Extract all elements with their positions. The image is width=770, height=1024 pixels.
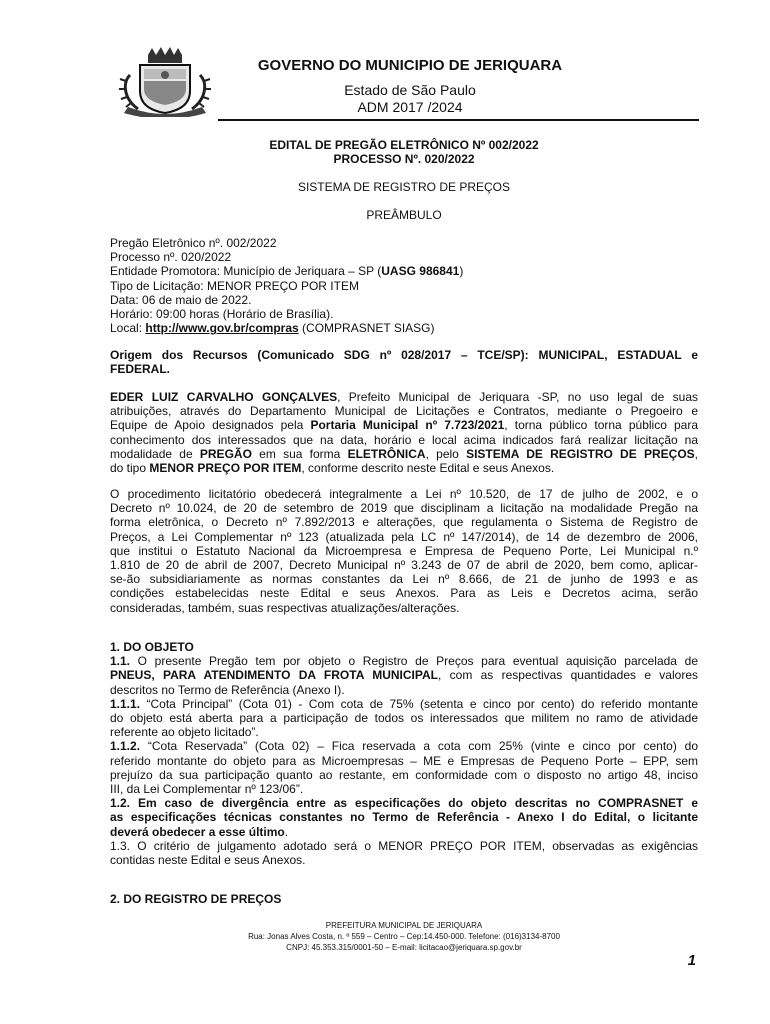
municipal-coat-of-arms-icon — [116, 45, 214, 117]
processo-title: PROCESSO Nº. 020/2022 — [333, 152, 475, 166]
info-processo: Processo nº. 020/2022 — [110, 250, 232, 265]
preambulo-heading: PREÂMBULO — [366, 208, 442, 222]
info-data: Data: 06 de maio de 2022. — [110, 292, 252, 307]
info-pregao: Pregão Eletrônico nº. 002/2022 — [110, 236, 277, 250]
info-tipo: Tipo de Licitação: MENOR PREÇO POR ITEM — [110, 278, 359, 293]
footer-prefeitura: PREFEITURA MUNICIPAL DE JERIQUARA — [325, 921, 483, 930]
legal-basis-paragraph: O procedimento licitatório obedecerá integralmente a Lei nº 10.520, de 17 de julho de 2002, e o Decreto nº 10.024, de 20 de setembro de 2019 que disciplinam a licitação na modalidade Pregão na forma eletrônica, o Decreto nº 7.892/2013 e alterações, que regulamenta o Sistema de Registro de Preços, a Lei Complementar nº 123 (atualizada pela LC nº 147/2014), de 14 de dezembro de 2006, que institui o Estatuto Nacional da Microempresa e Empresa de Pequeno Porte, Lei Municipal n.º 1.810 de 20 de abril de 2007, Decreto Municipal nº 3.243 de 07 de abril de 2020, bem como, aplicar- se-ão subsidiariamente as normas constantes da Lei nº 8.666, de 21 de junho de 1993 e as condições estabelecidas neste Edital e seus Anexos. Para as Leis e Decretos acima, serão consideradas, também, suas respectivas atualizações/alterações. — [110, 487, 698, 615]
preamble-paragraph: EDER LUIZ CARVALHO GONÇALVES, Prefeito Municipal de Jeriquara -SP, no uso legal de suas atribuições, através do Departamento Municipal de Licitações e Contratos, mediante o Pregoeiro e Equipe de Apoio designados pela Portaria Municipal nº 7.723/2021, torna público torna público para conhecimento dos interessados que na data, horário e local acima indicados fará realizar licitação na modalidade de PREGÃO em sua forma ELETRÔNICA, pelo SISTEMA DE REGISTRO DE PREÇOS, do tipo MENOR PREÇO POR ITEM, conforme descrito neste Edital e seus Anexos. — [110, 390, 699, 476]
state-name: Estado de São Paulo — [344, 82, 476, 98]
info-local: Local: http://www.gov.br/compras (COMPRASNET SIASG) — [110, 321, 435, 336]
info-horario: Horário: 09:00 horas (Horário de Brasília). — [110, 307, 334, 322]
sistema-registro: SISTEMA DE REGISTRO DE PREÇOS — [297, 180, 511, 194]
origem-recursos: Origem dos Recursos (Comunicado SDG nº 028/2017 – TCE/SP): MUNICIPAL, ESTADUAL e FEDERAL. — [110, 348, 698, 377]
page-number: 1 — [687, 952, 696, 969]
section-objeto: 1. DO OBJETO 1.1. O presente Pregão tem por objeto o Registro de Preços para eventual aquisição parcelada de PNEUS, PARA ATENDIMENTO DA FROTA MUNICIPAL, com as respectivas quantidades e valores descritos no Termo de Referência (Anexo I). 1.1.1. “Cota Principal” (Cota 01) - Com cota de 75% (setenta e cinco por cento) do referido montante do objeto está aberta para a participação de todos os interessados que militem no ramo de atividade referente ao objeto licitado”. 1.1.2. “Cota Reservada” (Cota 02) – Fica reservada a cota com 25% (vinte e cinco por cento) do referido montante do objeto para as Microempresas – ME e Empresas de Pequeno Porte – EPP, sem prejuízo da sua participação quanto ao restante, em conformidade com o disposto no artigo 48, inciso III, da Lei Complementar nº 123/06”. 1.2. Em caso de divergência entre as especificações do objeto descritas no COMPRASNET e as especificações técnicas constantes no Termo de Referência - Anexo I do Edital, o licitante deverá obedecer a esse último. 1.3. O critério de julgamento adotado será o MENOR PREÇO POR ITEM, observadas as exigências contidas neste Edital e seus Anexos. — [110, 640, 698, 868]
header-divider — [218, 119, 699, 121]
section-1-heading: 1. DO OBJETO — [110, 640, 194, 654]
section-2-heading: 2. DO REGISTRO DE PREÇOS — [110, 892, 282, 906]
edital-info-list — [110, 236, 698, 335]
government-title: GOVERNO DO MUNICIPIO DE JERIQUARA — [257, 57, 563, 74]
footer-address: Rua: Jonas Alves Costa, n. º 559 – Centro – Cep:14.450-000. Telefone: (016)3134-8700 — [248, 932, 560, 941]
info-entidade: Entidade Promotora: Município de Jeriquara – SP (UASG 986841) — [110, 264, 464, 279]
page-footer — [110, 920, 698, 953]
administration-period: ADM 2017 /2024 — [357, 99, 463, 115]
comprasnet-link[interactable]: http://www.gov.br/compras — [145, 321, 299, 336]
footer-contact: CNPJ: 45.353.315/0001-50 – E-mail: licitacao@jeriquara.sp.gov.br — [286, 943, 522, 952]
edital-title: EDITAL DE PREGÃO ELETRÔNICO Nº 002/2022 — [269, 138, 539, 152]
